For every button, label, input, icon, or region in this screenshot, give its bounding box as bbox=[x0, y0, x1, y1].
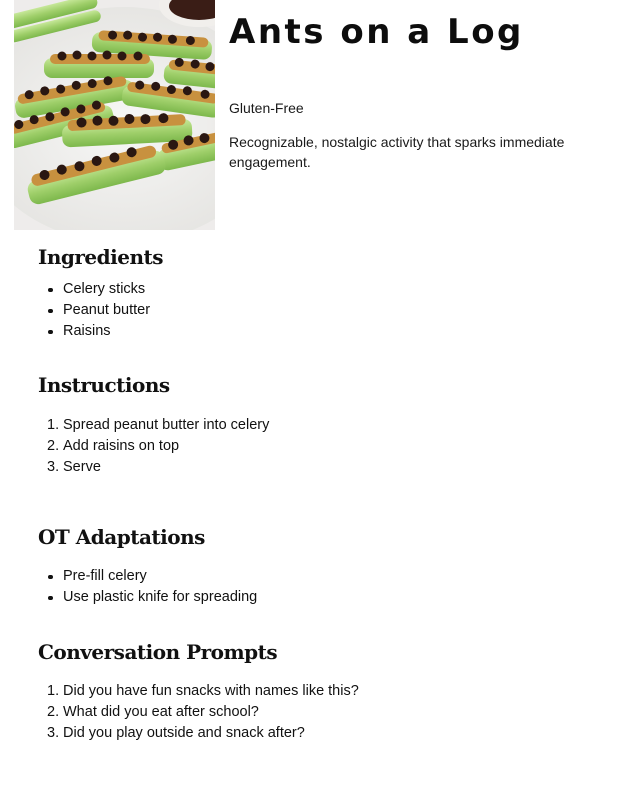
list-item-text: Add raisins on top bbox=[63, 438, 180, 454]
ingredients-list bbox=[38, 279, 150, 342]
list-item: 1. Did you have fun snacks with names like this? bbox=[47, 683, 359, 699]
list-item-text: Did you play outside and snack after? bbox=[63, 725, 305, 741]
list-item-text: Spread peanut butter into celery bbox=[63, 417, 270, 433]
list-item: 3. Did you play outside and snack after? bbox=[47, 725, 305, 741]
instructions-heading: Instructions bbox=[38, 373, 170, 397]
list-item: Pre-fill celery bbox=[38, 566, 257, 587]
recipe-description: Recognizable, nostalgic activity that sparks immediate engagement. bbox=[229, 134, 565, 170]
instructions-list bbox=[38, 415, 269, 478]
list-item: Celery sticks bbox=[38, 279, 150, 300]
list-item: Peanut butter bbox=[38, 300, 150, 321]
list-item: 3. Serve bbox=[47, 459, 101, 475]
list-item-text: Serve bbox=[63, 459, 101, 475]
list-item: 2. Add raisins on top bbox=[47, 438, 180, 454]
list-item: 2. What did you eat after school? bbox=[47, 704, 259, 720]
conversation-prompts-heading: Conversation Prompts bbox=[38, 640, 278, 664]
conversation-prompts-list bbox=[38, 681, 359, 744]
list-item-text: What did you eat after school? bbox=[63, 704, 259, 720]
list-item-text: Did you have fun snacks with names like this? bbox=[63, 683, 359, 699]
list-item: 1. Spread peanut butter into celery bbox=[47, 417, 270, 433]
ingredients-heading: Ingredients bbox=[38, 245, 163, 269]
list-item: Raisins bbox=[38, 321, 150, 342]
recipe-photo bbox=[14, 0, 215, 230]
ants-on-a-log-photo bbox=[14, 0, 215, 230]
recipe-title: Ants on a Log bbox=[229, 12, 524, 52]
dietary-tag: Gluten-Free bbox=[229, 100, 304, 116]
ot-adaptations-list bbox=[38, 566, 257, 608]
ot-adaptations-heading: OT Adaptations bbox=[38, 525, 205, 549]
list-item: Use plastic knife for spreading bbox=[38, 587, 257, 608]
